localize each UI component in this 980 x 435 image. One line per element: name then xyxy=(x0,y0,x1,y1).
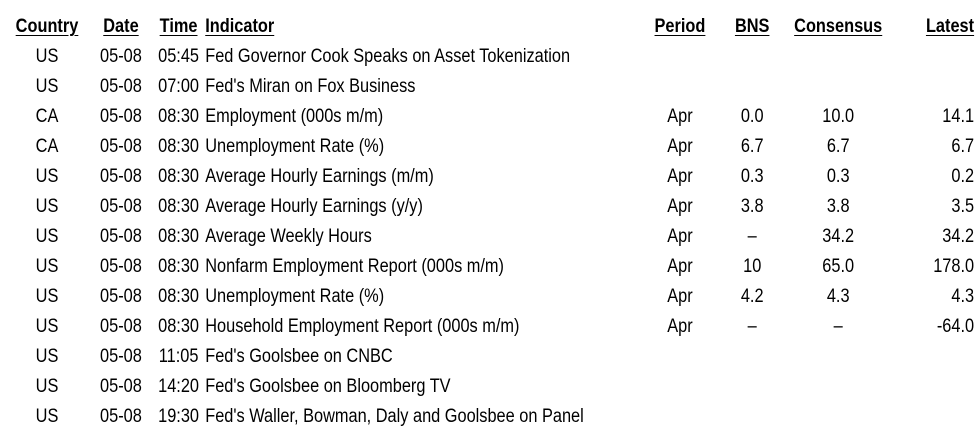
table-row xyxy=(4,252,974,282)
cell-date: 05-08 xyxy=(100,376,142,397)
cell-latest xyxy=(892,42,975,72)
cell-date: 05-08 xyxy=(100,136,142,157)
cell-date: 05-08 xyxy=(100,166,142,187)
cell-country: US xyxy=(35,256,59,277)
cell-latest: 0.2 xyxy=(951,166,975,187)
cell-date: 05-08 xyxy=(100,256,142,277)
header-row xyxy=(4,6,974,42)
table-row xyxy=(4,372,974,402)
cell-date: 05-08 xyxy=(100,286,142,307)
cell-indicator: Household Employment Report (000s m/m) xyxy=(205,316,520,337)
cell-indicator: Average Weekly Hours xyxy=(205,226,372,247)
cell-time: 08:30 xyxy=(158,196,200,217)
cell-consensus: 4.3 xyxy=(826,286,850,307)
cell-consensus: 65.0 xyxy=(822,256,855,277)
cell-period xyxy=(640,372,719,402)
cell-bns xyxy=(720,72,785,102)
table-row xyxy=(4,72,974,102)
header-latest: Latest xyxy=(925,16,975,37)
cell-country: US xyxy=(35,76,59,97)
cell-latest: 178.0 xyxy=(933,256,975,277)
cell-time: 08:30 xyxy=(158,226,200,247)
cell-consensus: 3.8 xyxy=(826,196,850,217)
cell-consensus xyxy=(785,372,892,402)
header-consensus: Consensus xyxy=(794,16,883,37)
cell-period: Apr xyxy=(667,106,693,127)
cell-time: 07:00 xyxy=(158,76,200,97)
cell-consensus: 6.7 xyxy=(826,136,850,157)
cell-country: US xyxy=(35,406,59,427)
cell-consensus: 10.0 xyxy=(822,106,855,127)
table-row xyxy=(4,42,974,72)
cell-date: 05-08 xyxy=(100,106,142,127)
cell-consensus xyxy=(785,72,892,102)
cell-latest: 4.3 xyxy=(951,286,975,307)
cell-indicator: Fed's Miran on Fox Business xyxy=(205,76,416,97)
cell-indicator: Average Hourly Earnings (m/m) xyxy=(205,166,434,187)
cell-country: US xyxy=(35,316,59,337)
cell-time: 08:30 xyxy=(158,256,200,277)
cell-period: Apr xyxy=(667,226,693,247)
cell-indicator: Fed's Goolsbee on CNBC xyxy=(205,346,393,367)
cell-date: 05-08 xyxy=(100,346,142,367)
cell-country: US xyxy=(35,166,59,187)
cell-date: 05-08 xyxy=(100,316,142,337)
calendar-body xyxy=(4,42,974,432)
table-row xyxy=(4,312,974,342)
cell-period xyxy=(640,72,719,102)
cell-country: US xyxy=(35,286,59,307)
cell-bns xyxy=(720,402,785,432)
cell-bns: – xyxy=(747,226,757,247)
cell-bns xyxy=(720,42,785,72)
cell-latest: -64.0 xyxy=(936,316,975,337)
cell-time: 19:30 xyxy=(158,406,200,427)
cell-country: CA xyxy=(35,106,59,127)
cell-country: US xyxy=(35,226,59,247)
cell-date: 05-08 xyxy=(100,76,142,97)
table-row xyxy=(4,282,974,312)
table-row xyxy=(4,162,974,192)
cell-consensus xyxy=(785,342,892,372)
cell-bns: – xyxy=(747,316,757,337)
cell-indicator: Fed's Waller, Bowman, Daly and Goolsbee on Panel xyxy=(205,406,584,427)
header-date: Date xyxy=(103,16,139,37)
cell-period: Apr xyxy=(667,196,693,217)
cell-date: 05-08 xyxy=(100,196,142,217)
cell-consensus xyxy=(785,42,892,72)
cell-latest xyxy=(892,72,975,102)
cell-indicator: Nonfarm Employment Report (000s m/m) xyxy=(205,256,504,277)
cell-period: Apr xyxy=(667,136,693,157)
header-country: Country xyxy=(15,16,79,37)
cell-bns: 0.0 xyxy=(740,106,764,127)
cell-consensus xyxy=(785,402,892,432)
cell-date: 05-08 xyxy=(100,46,142,67)
cell-country: US xyxy=(35,376,59,397)
header-indicator: Indicator xyxy=(205,16,275,37)
cell-bns: 6.7 xyxy=(740,136,764,157)
cell-date: 05-08 xyxy=(100,226,142,247)
cell-indicator: Unemployment Rate (%) xyxy=(205,286,385,307)
cell-time: 05:45 xyxy=(158,46,200,67)
cell-period xyxy=(640,402,719,432)
cell-indicator: Fed's Goolsbee on Bloomberg TV xyxy=(205,376,451,397)
cell-time: 08:30 xyxy=(158,136,200,157)
cell-bns xyxy=(720,372,785,402)
cell-bns: 3.8 xyxy=(740,196,764,217)
cell-time: 14:20 xyxy=(158,376,200,397)
cell-latest: 14.1 xyxy=(942,106,975,127)
cell-indicator: Average Hourly Earnings (y/y) xyxy=(205,196,423,217)
cell-period: Apr xyxy=(667,316,693,337)
table-row xyxy=(4,192,974,222)
cell-period xyxy=(640,342,719,372)
cell-time: 08:30 xyxy=(158,166,200,187)
cell-latest: 3.5 xyxy=(951,196,975,217)
cell-latest xyxy=(892,342,975,372)
cell-latest xyxy=(892,402,975,432)
cell-bns: 10 xyxy=(743,256,762,277)
header-bns: BNS xyxy=(734,16,770,37)
cell-bns xyxy=(720,342,785,372)
cell-country: US xyxy=(35,196,59,217)
cell-time: 11:05 xyxy=(158,346,199,367)
cell-country: CA xyxy=(35,136,59,157)
cell-time: 08:30 xyxy=(158,106,200,127)
cell-consensus: 34.2 xyxy=(822,226,855,247)
cell-date: 05-08 xyxy=(100,406,142,427)
cell-period: Apr xyxy=(667,286,693,307)
cell-indicator: Unemployment Rate (%) xyxy=(205,136,385,157)
table-row xyxy=(4,132,974,162)
table-row xyxy=(4,222,974,252)
table-row xyxy=(4,342,974,372)
cell-latest: 6.7 xyxy=(951,136,975,157)
cell-time: 08:30 xyxy=(158,286,200,307)
cell-country: US xyxy=(35,346,59,367)
cell-bns: 4.2 xyxy=(740,286,764,307)
table-row xyxy=(4,402,974,432)
cell-time: 08:30 xyxy=(158,316,200,337)
cell-indicator: Fed Governor Cook Speaks on Asset Tokenization xyxy=(205,46,571,67)
cell-period: Apr xyxy=(667,256,693,277)
cell-bns: 0.3 xyxy=(740,166,764,187)
table-row xyxy=(4,102,974,132)
cell-period xyxy=(640,42,719,72)
cell-latest: 34.2 xyxy=(942,226,975,247)
cell-country: US xyxy=(35,46,59,67)
economic-calendar-table xyxy=(4,6,974,432)
header-time: Time xyxy=(159,16,198,37)
cell-consensus: – xyxy=(833,316,843,337)
cell-consensus: 0.3 xyxy=(826,166,850,187)
cell-indicator: Employment (000s m/m) xyxy=(205,106,384,127)
cell-period: Apr xyxy=(667,166,693,187)
cell-latest xyxy=(892,372,975,402)
header-period: Period xyxy=(654,16,706,37)
